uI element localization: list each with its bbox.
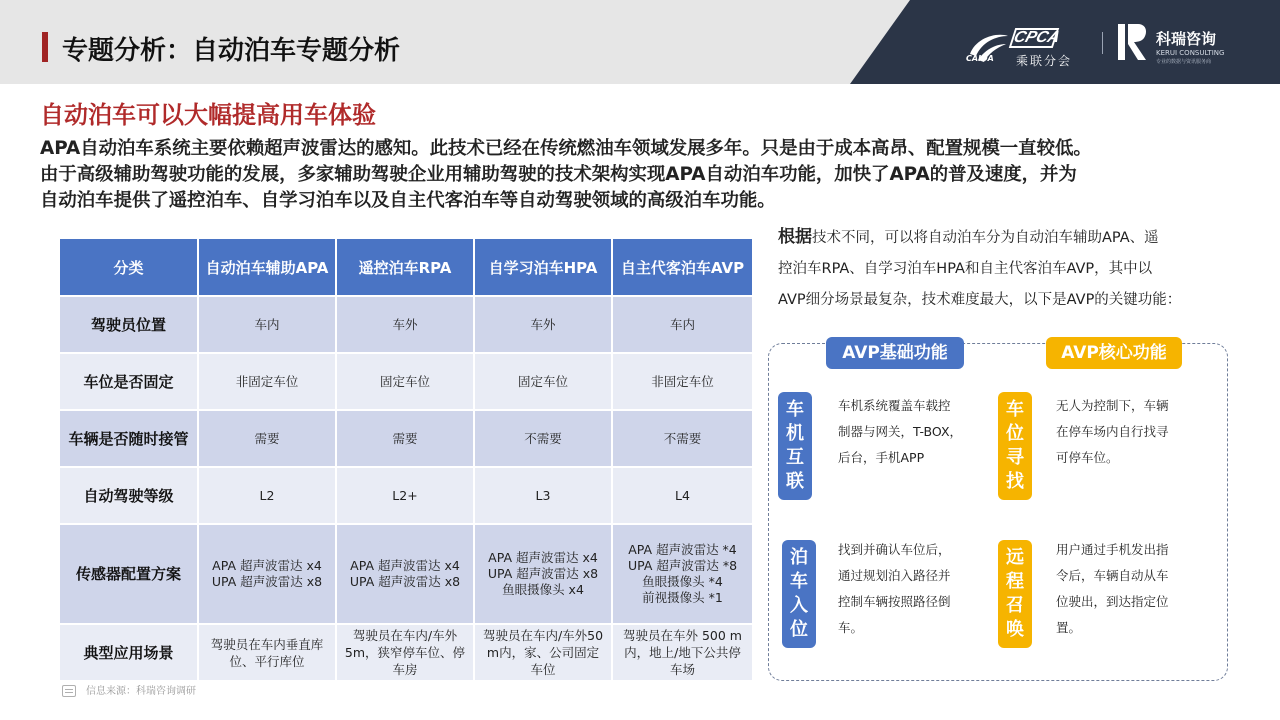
table-cell: 车内 xyxy=(199,295,337,352)
tag-char: 入 xyxy=(790,595,808,616)
feature-tag-parking-in xyxy=(782,540,816,648)
parking-comparison-table xyxy=(60,239,752,680)
table-cell xyxy=(613,523,752,623)
feature-tag-space-search xyxy=(998,392,1032,500)
tag-char: 召 xyxy=(1006,595,1024,616)
desc-line: 位驶出，到达指定位 xyxy=(1056,594,1169,609)
cell-line: UPA 超声波雷达 x8 xyxy=(349,574,461,589)
kerui-logo-en: KERUI CONSULTING xyxy=(1156,49,1225,57)
feature-desc-vehicle-connectivity xyxy=(838,393,978,471)
logo-divider xyxy=(1102,32,1103,54)
cell-line: 位、平行库位 xyxy=(229,653,305,669)
tag-char: 泊 xyxy=(790,547,808,568)
tag-char: 寻 xyxy=(1006,447,1024,468)
row-label: 典型应用场景 xyxy=(60,623,199,680)
desc-line: 找到并确认车位后， xyxy=(838,542,951,557)
source-icon xyxy=(62,685,76,697)
feature-tag-vehicle-connectivity xyxy=(778,392,812,500)
cpca-logo-cn: 乘联分会 xyxy=(1016,54,1073,68)
avp-description-lead: 根据 xyxy=(778,227,812,247)
avp-description-line: 控泊车RPA、自学习泊车HPA和自主代客泊车AVP，其中以 xyxy=(778,261,1153,277)
table-cell: L3 xyxy=(475,466,613,523)
desc-line: 用户通过手机发出指 xyxy=(1056,542,1169,557)
cell-line: 前视摄像头 *1 xyxy=(642,590,723,605)
cell-line: APA 超声波雷达 x4 xyxy=(212,558,322,573)
kerui-mark-icon xyxy=(1116,22,1150,62)
cell-line: UPA 超声波雷达 x8 xyxy=(487,566,599,581)
intro-paragraph xyxy=(40,136,1260,214)
source-note xyxy=(62,682,196,697)
table-cell: 车内 xyxy=(613,295,752,352)
table-cell: L2+ xyxy=(337,466,475,523)
tag-char: 机 xyxy=(786,423,804,444)
table-row xyxy=(60,295,752,352)
tag-char: 互 xyxy=(786,447,804,468)
table-row xyxy=(60,523,752,623)
table-row xyxy=(60,466,752,523)
desc-line: 控制车辆按照路径倒 xyxy=(838,594,951,609)
tag-char: 联 xyxy=(786,471,804,492)
cell-line: UPA 超声波雷达 x8 xyxy=(211,574,323,589)
intro-line: APA自动泊车系统主要依赖超声波雷达的感知。此技术已经在传统燃油车领域发展多年。只是由于成本高昂、配置规模一直较低。 xyxy=(40,138,1092,159)
cell-line: 鱼眼摄像头 x4 xyxy=(502,582,584,597)
tag-char: 车 xyxy=(1006,399,1024,420)
row-label: 驾驶员位置 xyxy=(60,295,199,352)
table-cell: 不需要 xyxy=(475,409,613,466)
tag-char: 位 xyxy=(790,619,808,640)
tag-char: 车 xyxy=(790,571,808,592)
table-cell: 车外 xyxy=(475,295,613,352)
cell-line: 车场 xyxy=(669,662,695,677)
table-cell: 需要 xyxy=(337,409,475,466)
tag-char: 找 xyxy=(1006,471,1024,492)
table-cell xyxy=(337,523,475,623)
table-cell xyxy=(337,623,475,680)
tag-char: 远 xyxy=(1006,547,1024,568)
table-cell: 固定车位 xyxy=(475,352,613,409)
table-header-cell: 分类 xyxy=(60,239,199,295)
cell-line: APA 超声波雷达 x4 xyxy=(350,558,460,573)
cell-line: 驾驶员在车内/车外 xyxy=(352,628,458,643)
desc-line: 制器与网关，T-BOX， xyxy=(838,424,963,439)
row-label: 自动驾驶等级 xyxy=(60,466,199,523)
table-header-cell: 自动泊车辅助APA xyxy=(199,239,337,295)
avp-description-line xyxy=(778,222,1238,254)
desc-line: 在停车场内自行找寻 xyxy=(1056,424,1169,439)
table-row xyxy=(60,409,752,466)
feature-tag-remote-summon xyxy=(998,540,1032,648)
table-header-cell: 自主代客泊车AVP xyxy=(613,239,752,295)
cell-line: APA 超声波雷达 *4 xyxy=(628,542,737,557)
kerui-logo-cn: 科瑞咨询 xyxy=(1156,30,1217,48)
desc-line: 置。 xyxy=(1056,620,1082,635)
cell-line: 驾驶员在车外 500 m xyxy=(623,628,742,643)
cell-line: 内，地上/地下公共停 xyxy=(624,645,741,660)
cell-line: 驾驶员在车内垂直库 xyxy=(210,636,324,652)
table-header-cell: 自学习泊车HPA xyxy=(475,239,613,295)
cell-line: APA 超声波雷达 x4 xyxy=(488,550,598,565)
feature-desc-space-search xyxy=(1056,393,1196,471)
cell-line: 车房 xyxy=(392,662,418,677)
intro-line: 自动泊车提供了遥控泊车、自学习泊车以及自主代客泊车等自动驾驶领域的高级泊车功能。 xyxy=(40,190,776,211)
row-label: 车位是否固定 xyxy=(60,352,199,409)
cell-line: 鱼眼摄像头 *4 xyxy=(642,574,723,589)
row-label: 传感器配置方案 xyxy=(60,523,199,623)
table-cell: 不需要 xyxy=(613,409,752,466)
tag-char: 程 xyxy=(1006,571,1024,592)
cell-line: 5m，狭窄停车位、停 xyxy=(344,645,466,660)
table-row xyxy=(60,623,752,680)
avp-description-text: 技术不同，可以将自动泊车分为自动泊车辅助APA、遥 xyxy=(812,230,1159,246)
cell-line: m内，家、公司固定 xyxy=(486,645,600,660)
table-cell: 需要 xyxy=(199,409,337,466)
table-cell xyxy=(199,623,337,680)
desc-line: 令后，车辆自动从车 xyxy=(1056,568,1169,583)
table-cell: 非固定车位 xyxy=(199,352,337,409)
desc-line: 可停车位。 xyxy=(1056,450,1119,465)
cell-line: 车位 xyxy=(530,662,556,677)
table-cell: L2 xyxy=(199,466,337,523)
source-text: 信息来源：科瑞咨询调研 xyxy=(86,686,196,697)
title-accent-bar xyxy=(42,32,48,62)
avp-description xyxy=(778,222,1238,316)
table-cell xyxy=(475,523,613,623)
table-cell: 车外 xyxy=(337,295,475,352)
section-subtitle: 自动泊车可以大幅提高用车体验 xyxy=(40,101,376,129)
kerui-logo xyxy=(1116,22,1246,66)
desc-line: 无人为控制下，车辆 xyxy=(1056,398,1169,413)
desc-line: 车。 xyxy=(838,620,864,635)
tag-char: 唤 xyxy=(1006,619,1024,640)
row-label: 车辆是否随时接管 xyxy=(60,409,199,466)
intro-line: 由于高级辅助驾驶功能的发展，多家辅助驾驶企业用辅助驾驶的技术架构实现APA自动泊车功能，加快了APA的普及速度，并为 xyxy=(40,164,1077,185)
table-header-cell: 遥控泊车RPA xyxy=(337,239,475,295)
tag-char: 位 xyxy=(1006,423,1024,444)
desc-line: 通过规划泊入路径并 xyxy=(838,568,951,583)
cpca-logo-en: CAIDA xyxy=(966,54,994,63)
feature-desc-parking-in xyxy=(838,537,978,641)
avp-description-line: AVP细分场景最复杂，技术难度最大，以下是AVP的关键功能： xyxy=(778,292,1182,308)
table-cell: L4 xyxy=(613,466,752,523)
table-cell xyxy=(613,623,752,680)
table-header-row xyxy=(60,239,752,295)
table-cell: 固定车位 xyxy=(337,352,475,409)
table-row xyxy=(60,352,752,409)
cpca-logo xyxy=(966,24,1090,70)
table-cell: 非固定车位 xyxy=(613,352,752,409)
avp-core-functions-title: AVP核心功能 xyxy=(1046,337,1182,369)
page-title: 专题分析：自动泊车专题分析 xyxy=(62,36,401,66)
avp-basic-functions-title: AVP基础功能 xyxy=(826,337,964,369)
cell-line: UPA 超声波雷达 *8 xyxy=(627,558,738,573)
cell-line: 驾驶员在车内/车外50 xyxy=(482,628,604,643)
tag-char: 车 xyxy=(786,399,804,420)
desc-line: 后台，手机APP xyxy=(838,450,925,465)
table-cell xyxy=(475,623,613,680)
feature-desc-remote-summon xyxy=(1056,537,1196,641)
kerui-logo-tagline: 专业的数据与资讯服务商 xyxy=(1156,59,1212,65)
cpca-logo-text: CPCA xyxy=(1009,28,1059,48)
table-cell xyxy=(199,523,337,623)
desc-line: 车机系统覆盖车载控 xyxy=(838,398,951,413)
